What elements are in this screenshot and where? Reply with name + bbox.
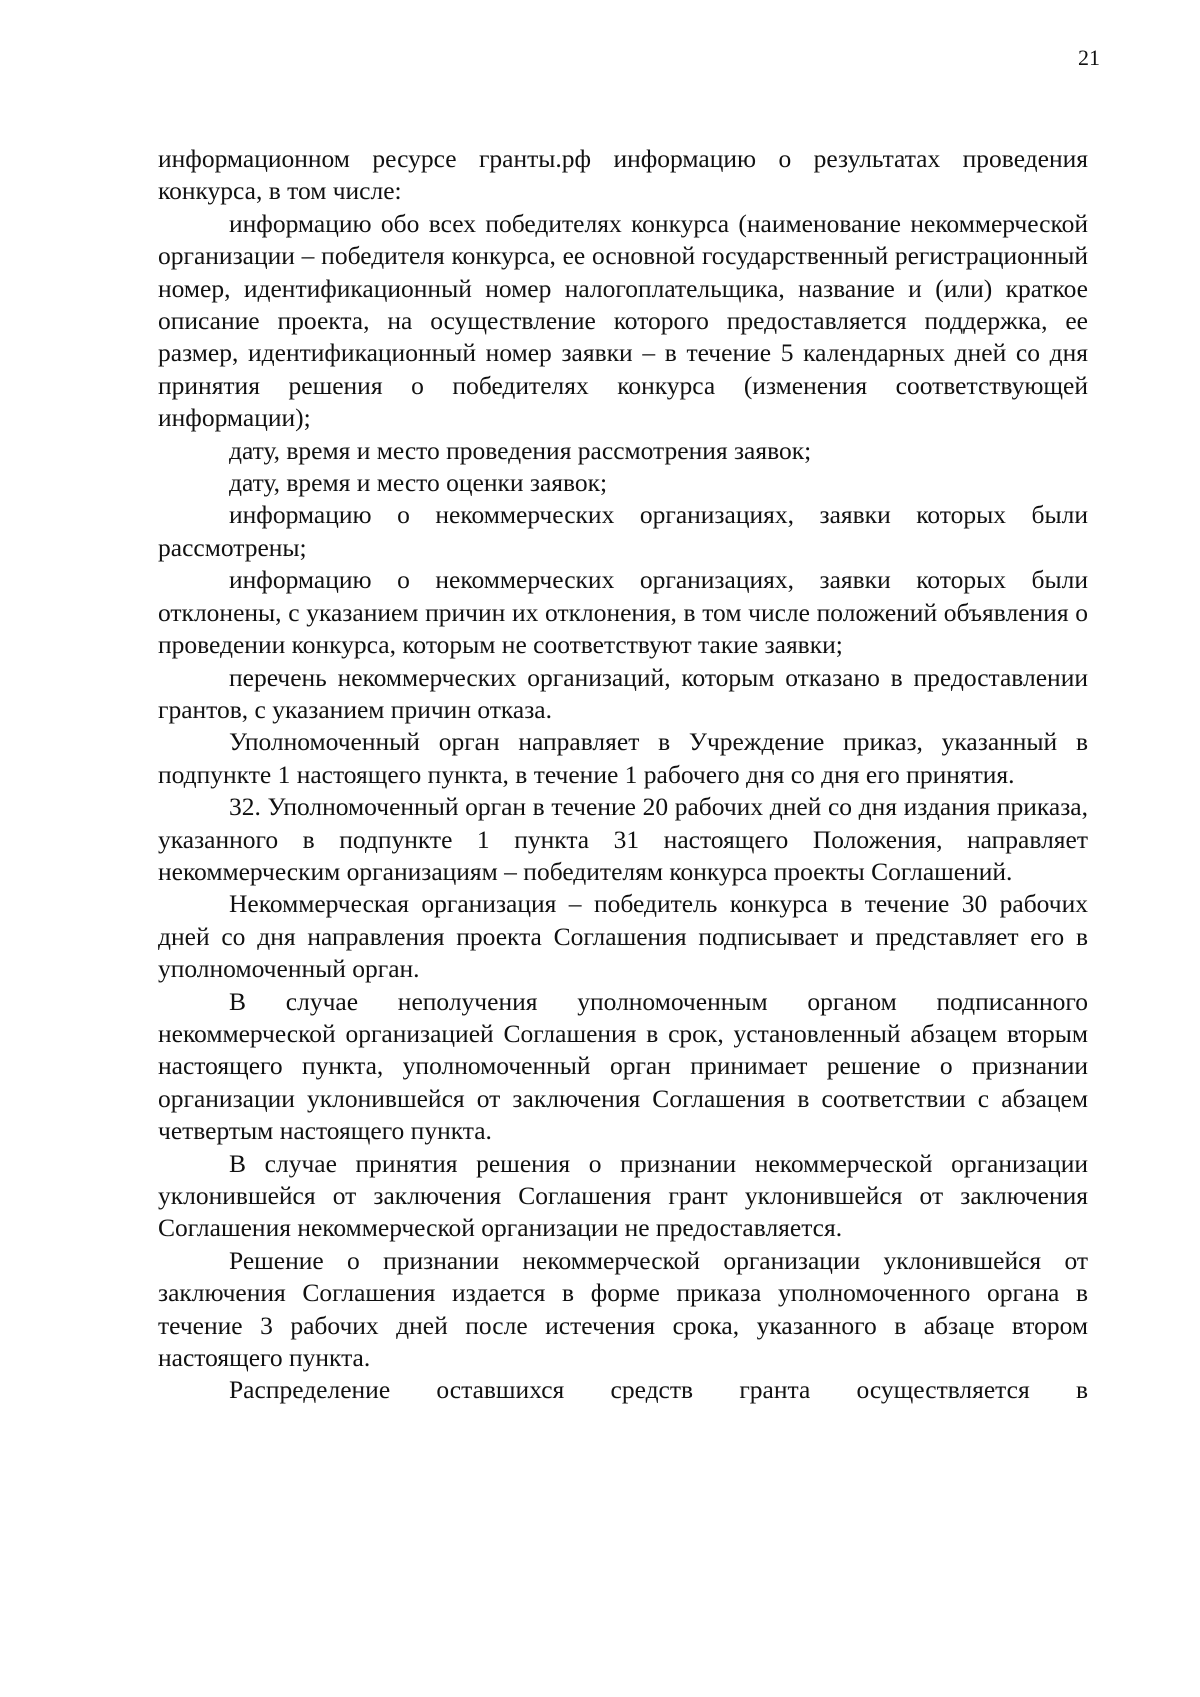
paragraph-continuation: информационном ресурсе гранты.рф информацию о результатах проведения конкурса, в том числе: <box>158 144 1088 206</box>
page-number: 21 <box>1078 45 1100 70</box>
paragraph-rejected-organizations: информацию о некоммерческих организациях, заявки которых были отклонены, с указанием причин их отклонения, в том числе положений объявления о проведении конкурса, которым не соответствуют такие заявки; <box>158 565 1088 660</box>
paragraph-winners-info: информацию обо всех победителях конкурса (наименование некоммерческой организации – победителя конкурса, ее основной государственный регистрационный номер, идентификационный номер налогоплательщика, название и (или) краткое описание проекта, на осуществление которого предоставляется поддержка, ее размер, идентификационный номер заявки – в течение 5 календарных дней со дня принятия решения о победителях конкурса (изменения соответствующей информации); <box>158 208 1088 433</box>
document-body <box>158 143 1088 1407</box>
paragraph-review-date: дату, время и место проведения рассмотрения заявок; <box>229 435 812 465</box>
paragraph-refused-list: перечень некоммерческих организаций, которым отказано в предоставлении грантов, с указанием причин отказа. <box>158 662 1088 724</box>
paragraph-evasion-decision: Решение о признании некоммерческой организации уклонившейся от заключения Соглашения издается в форме приказа уполномоченного органа в течение 3 рабочих дней после истечения срока, указанного в абзаце втором настоящего пункта. <box>158 1245 1088 1373</box>
paragraph-winner-signing: Некоммерческая организация – победитель конкурса в течение 30 рабочих дней со дня направления проекта Соглашения подписывает и представляет его в уполномоченный орган. <box>158 889 1088 984</box>
paragraph-clause-32: 32. Уполномоченный орган в течение 20 рабочих дней со дня издания приказа, указанного в подпункте 1 пункта 31 настоящего Положения, направляет некоммерческим организациям – победителям конкурса проекты Соглашений. <box>158 792 1088 886</box>
paragraph-evaluation-date: дату, время и место оценки заявок; <box>229 468 608 498</box>
paragraph-reviewed-organizations: информацию о некоммерческих организациях, заявки которых были рассмотрены; <box>158 500 1088 562</box>
paragraph-non-receipt: В случае неполучения уполномоченным органом подписанного некоммерческой организацией Соглашения в срок, установленный абзацем вторым настоящего пункта, уполномоченный орган принимает решение о признании организации уклонившейся от заключения Соглашения в соответствии с абзацем четвертым настоящего пункта. <box>158 986 1088 1146</box>
paragraph-order-to-institution: Уполномоченный орган направляет в Учреждение приказ, указанный в подпункте 1 настоящего пункта, в течение 1 рабочего дня со дня его принятия. <box>158 727 1088 789</box>
paragraph-remaining-funds: Распределение оставшихся средств гранта осуществляется в <box>229 1375 1088 1405</box>
paragraph-grant-not-provided: В случае принятия решения о признании некоммерческой организации уклонившейся от заключения Соглашения грант уклонившейся от заключения Соглашения некоммерческой организации не предоставляется. <box>158 1148 1088 1243</box>
